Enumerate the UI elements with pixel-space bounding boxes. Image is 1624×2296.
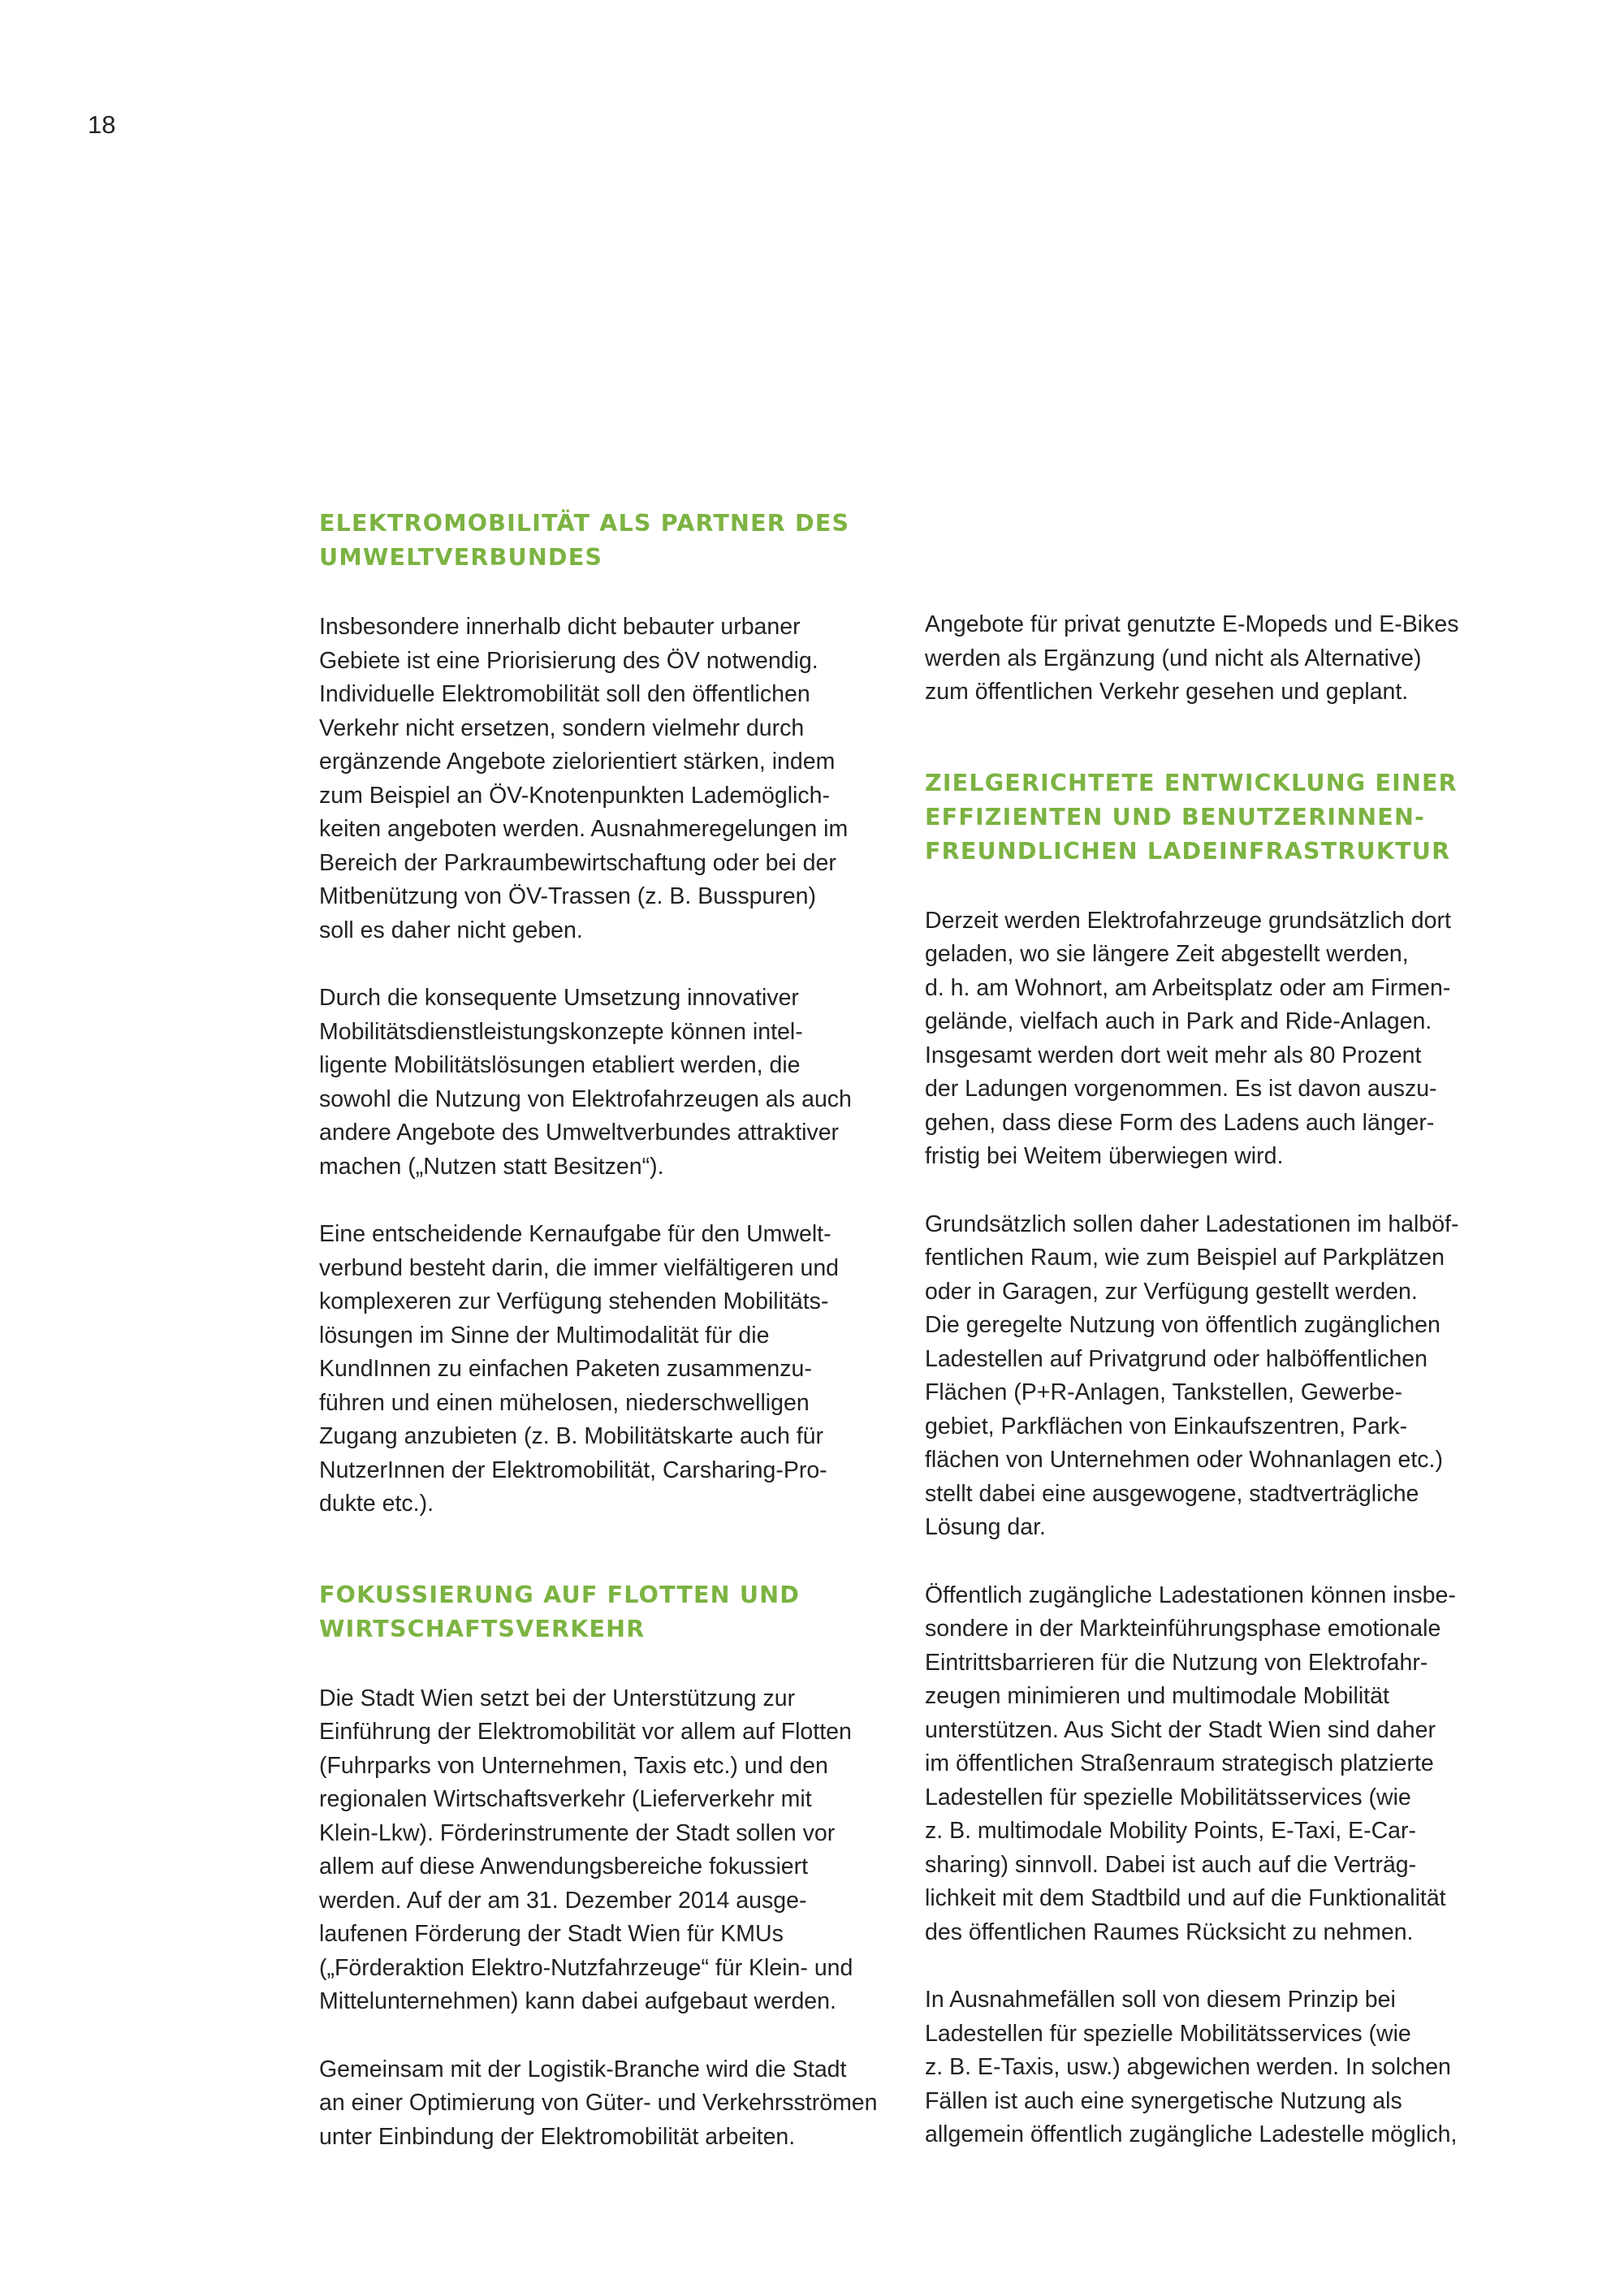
text-line: zum öffentlichen Verkehr gesehen und geplant. <box>925 679 1409 705</box>
text-line: Einführung der Elektromobilität vor allem auf Flotten <box>319 1719 852 1745</box>
text-line: soll es daher nicht geben. <box>319 917 583 943</box>
heading-line: FOKUSSIERUNG AUF FLOTTEN UND <box>319 1581 801 1608</box>
paragraph <box>925 1983 1542 2152</box>
text-line: allgemein öffentlich zugängliche Ladestelle möglich, <box>925 2121 1458 2147</box>
text-line: geladen, wo sie längere Zeit abgestellt werden, <box>925 941 1409 967</box>
text-line: Mobilitätsdienstleistungskonzepte können intel- <box>319 1018 803 1045</box>
text-line: machen („Nutzen statt Besitzen“). <box>319 1153 664 1180</box>
text-line: sowohl die Nutzung von Elektrofahrzeugen als auch <box>319 1085 852 1112</box>
heading-line: FREUNDLICHEN LADEINFRASTRUKTUR <box>925 837 1451 865</box>
heading-line: EFFIZIENTEN UND BENUTZERINNEN- <box>925 803 1426 831</box>
text-line: („Förderaktion Elektro-Nutzfahrzeuge“ für Klein- und <box>319 1954 853 1981</box>
text-line: regionalen Wirtschaftsverkehr (Lieferverkehr mit <box>319 1786 812 1812</box>
text-line: Fällen ist auch eine synergetische Nutzung als <box>925 2087 1402 2114</box>
text-line: Derzeit werden Elektrofahrzeuge grundsätzlich dort <box>925 907 1451 934</box>
text-line: des öffentlichen Raumes Rücksicht zu nehmen. <box>925 1918 1414 1945</box>
section-heading <box>319 1578 936 1646</box>
heading-line: ZIELGERICHTETE ENTWICKLUNG EINER <box>925 769 1458 796</box>
text-line: führen und einen mühelosen, niederschwelligen <box>319 1389 810 1416</box>
text-line: komplexeren zur Verfügung stehenden Mobilitäts- <box>319 1288 829 1314</box>
text-line: Ladestellen für spezielle Mobilitätsservices (wie <box>925 2020 1411 2047</box>
text-line: verbund besteht darin, die immer vielfältigeren und <box>319 1254 840 1281</box>
paragraph <box>925 904 1542 1174</box>
text-line: zum Beispiel an ÖV-Knotenpunkten Lademöglich- <box>319 782 830 809</box>
text-line: Zugang anzubieten (z. B. Mobilitätskarte auch für <box>319 1423 824 1449</box>
text-line: allem auf diese Anwendungsbereiche fokussiert <box>319 1854 809 1880</box>
text-line: gehen, dass diese Form des Ladens auch länger- <box>925 1109 1435 1136</box>
paragraph <box>925 1579 1542 1950</box>
text-line: Ladestellen für spezielle Mobilitätsservices (wie <box>925 1784 1411 1810</box>
text-line: Durch die konsequente Umsetzung innovativer <box>319 985 799 1011</box>
text-line: dukte etc.). <box>319 1491 434 1517</box>
text-line: Ladestellen auf Privatgrund oder halböffentlichen <box>925 1345 1427 1372</box>
text-line: Gemeinsam mit der Logistik-Branche wird die Stadt <box>319 2056 847 2082</box>
text-line: Öffentlich zugängliche Ladestationen können insbe- <box>925 1582 1456 1608</box>
text-line: stellt dabei eine ausgewogene, stadtverträgliche <box>925 1480 1419 1507</box>
text-line: ergänzende Angebote zielorientiert stärken, indem <box>319 749 836 775</box>
text-line: Insbesondere innerhalb dicht bebauter urbaner <box>319 614 801 640</box>
section-heading <box>925 766 1542 869</box>
text-line: Eintrittsbarrieren für die Nutzung von Elektrofahr- <box>925 1649 1428 1676</box>
text-line: Flächen (P+R-Anlagen, Tankstellen, Gewerbe- <box>925 1379 1402 1405</box>
text-line: Lösung dar. <box>925 1514 1046 1540</box>
paragraph <box>319 2053 936 2155</box>
text-line: Insgesamt werden dort weit mehr als 80 Prozent <box>925 1042 1422 1068</box>
text-line: gelände, vielfach auch in Park and Ride-Anlagen. <box>925 1008 1432 1034</box>
paragraph <box>925 1208 1542 1545</box>
paragraph <box>319 1218 936 1521</box>
heading-line: ELEKTROMOBILITÄT ALS PARTNER DES <box>319 510 850 537</box>
text-line: NutzerInnen der Elektromobilität, Carsharing-Pro- <box>319 1457 827 1483</box>
paragraph <box>319 1682 936 2019</box>
text-line: werden. Auf der am 31. Dezember 2014 ausge- <box>319 1887 807 1914</box>
text-line: werden als Ergänzung (und nicht als Alternative) <box>925 645 1422 671</box>
text-line: Eine entscheidende Kernaufgabe für den Umwelt- <box>319 1221 831 1247</box>
text-line: In Ausnahmefällen soll von diesem Prinzip bei <box>925 1987 1396 2013</box>
text-line: flächen von Unternehmen oder Wohnanlagen etc.) <box>925 1447 1443 1473</box>
text-line: Mittelunternehmen) kann dabei aufgebaut werden. <box>319 1988 836 2014</box>
text-line: fentlichen Raum, wie zum Beispiel auf Parkplätzen <box>925 1245 1445 1271</box>
text-line: Bereich der Parkraumbewirtschaftung oder bei der <box>319 849 836 876</box>
text-line: keiten angeboten werden. Ausnahmeregelungen im <box>319 816 849 842</box>
text-line: zeugen minimieren und multimodale Mobilität <box>925 1683 1389 1709</box>
text-line: d. h. am Wohnort, am Arbeitsplatz oder am Firmen- <box>925 974 1451 1001</box>
text-line: fristig bei Weitem überwiegen wird. <box>925 1143 1284 1169</box>
text-line: unter Einbindung der Elektromobilität arbeiten. <box>319 2123 796 2150</box>
text-line: Mitbenützung von ÖV-Trassen (z. B. Busspuren) <box>319 883 816 909</box>
text-line: Gebiete ist eine Priorisierung des ÖV notwendig. <box>319 647 818 674</box>
text-line: lichkeit mit dem Stadtbild und auf die Funktionalität <box>925 1885 1446 1911</box>
text-line: z. B. E-Taxis, usw.) abgewichen werden. In solchen <box>925 2054 1451 2080</box>
text-line: Grundsätzlich sollen daher Ladestationen im halböf- <box>925 1211 1459 1237</box>
text-line: unterstützen. Aus Sicht der Stadt Wien sind daher <box>925 1716 1436 1743</box>
text-line: z. B. multimodale Mobility Points, E-Taxi, E-Car- <box>925 1818 1416 1844</box>
paragraph <box>319 982 936 1184</box>
text-line: lösungen im Sinne der Multimodalität für die <box>319 1322 770 1349</box>
text-line: sondere in der Markteinführungsphase emotionale <box>925 1616 1441 1642</box>
text-line: KundInnen zu einfachen Paketen zusammenzu- <box>319 1356 812 1382</box>
text-line: Verkehr nicht ersetzen, sondern vielmehr durch <box>319 714 805 741</box>
right-column <box>925 608 1542 2152</box>
text-line: an einer Optimierung von Güter- und Verkehrsströmen <box>319 2090 878 2116</box>
paragraph <box>925 608 1542 710</box>
text-line: Individuelle Elektromobilität soll den öffentlichen <box>319 681 810 707</box>
paragraph <box>319 611 936 947</box>
text-line: gebiet, Parkflächen von Einkaufszentren, Park- <box>925 1413 1408 1439</box>
text-line: Die geregelte Nutzung von öffentlich zugänglichen <box>925 1312 1440 1338</box>
text-line: (Fuhrparks von Unternehmen, Taxis etc.) und den <box>319 1752 828 1779</box>
text-line: Die Stadt Wien setzt bei der Unterstützung zur <box>319 1685 796 1711</box>
text-line: ligente Mobilitätslösungen etabliert werden, die <box>319 1052 801 1078</box>
left-column <box>319 507 936 2154</box>
heading-line: UMWELTVERBUNDES <box>319 544 603 571</box>
text-line: sharing) sinnvoll. Dabei ist auch auf die Verträg- <box>925 1851 1417 1878</box>
text-line: laufenen Förderung der Stadt Wien für KMUs <box>319 1921 784 1947</box>
text-line: andere Angebote des Umweltverbundes attraktiver <box>319 1120 840 1146</box>
page-number: 18 <box>88 110 116 139</box>
text-line: Klein-Lkw). Förderinstrumente der Stadt sollen vor <box>319 1819 836 1846</box>
text-line: oder in Garagen, zur Verfügung gestellt werden. <box>925 1278 1418 1305</box>
section-heading <box>319 507 936 575</box>
heading-line: WIRTSCHAFTSVERKEHR <box>319 1615 646 1642</box>
text-line: im öffentlichen Straßenraum strategisch platzierte <box>925 1750 1434 1776</box>
text-line: Angebote für privat genutzte E-Mopeds und E-Bikes <box>925 611 1459 637</box>
text-line: der Ladungen vorgenommen. Es ist davon auszu- <box>925 1076 1437 1102</box>
